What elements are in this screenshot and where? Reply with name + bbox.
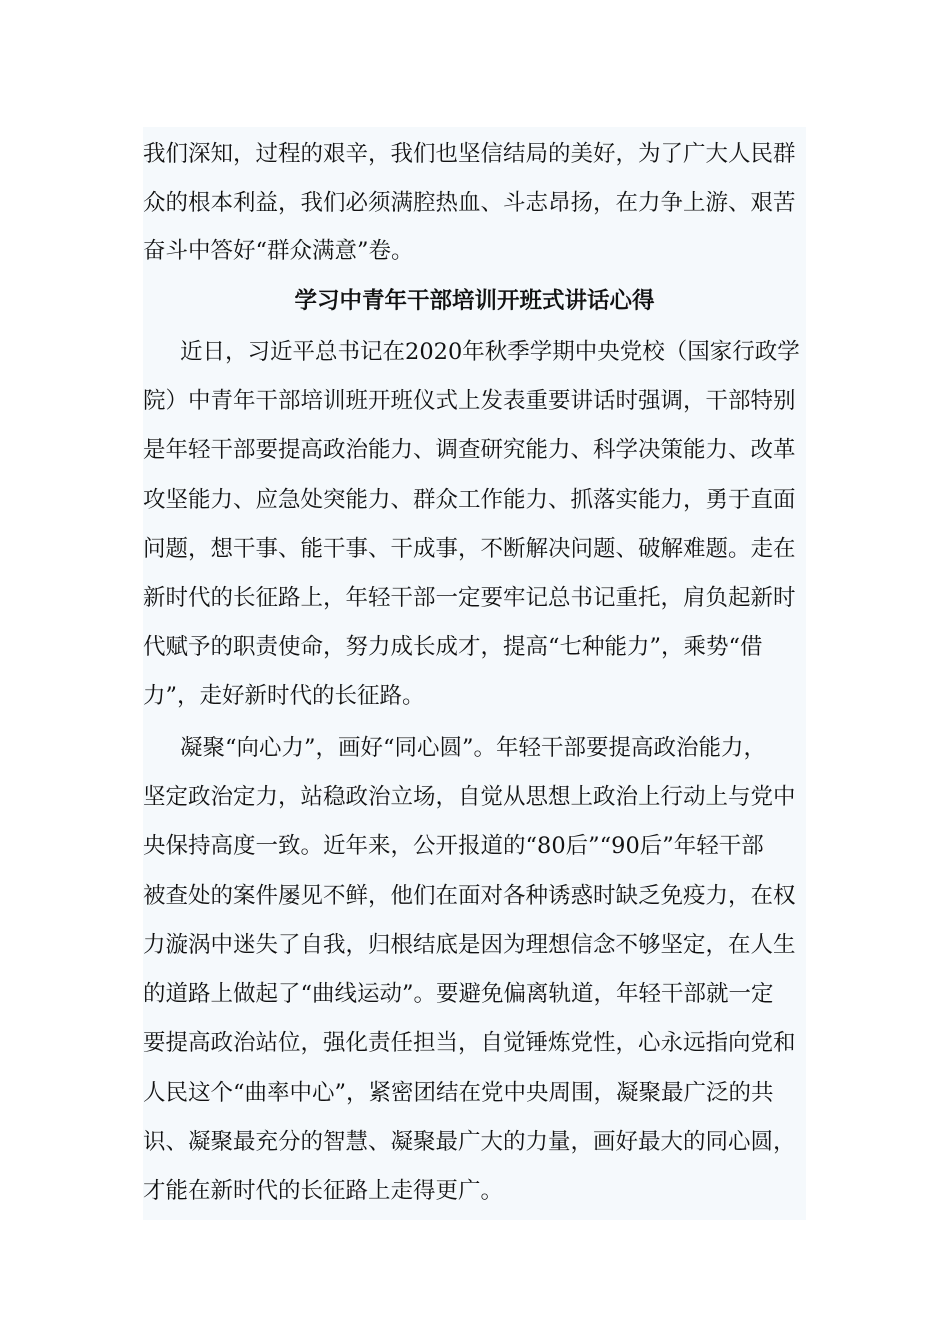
- paragraph-line: 识、凝聚最充分的智慧、凝聚最广大的力量，画好最大的同心圆，: [143, 1129, 796, 1155]
- paragraph-line: 代赋予的职责使命，努力成长成才，提高“七种能力”，乘势“借: [143, 634, 763, 660]
- paragraph-line: 要提高政治站位，强化责任担当，自觉锤炼党性，心永远指向党和: [143, 1030, 796, 1056]
- paragraph-line: 力”，走好新时代的长征路。: [143, 683, 425, 709]
- paragraph-line: 才能在新时代的长征路上走得更广。: [143, 1178, 504, 1204]
- intro-line: 众的根本利益，我们必须满腔热血、斗志昂扬，在力争上游、艰苦: [143, 190, 796, 216]
- paragraph-line: 院）中青年干部培训班开班仪式上发表重要讲话时强调，干部特别: [143, 388, 796, 414]
- paragraph-line: 被查处的案件屡见不鲜，他们在面对各种诱惑时缺乏免疫力，在权: [143, 883, 796, 909]
- paragraph-line: 近日，习近平总书记在2020年秋季学期中央党校（国家行政学: [180, 339, 800, 365]
- paragraph-line: 力漩涡中迷失了自我，归根结底是因为理想信念不够坚定，在人生: [143, 932, 796, 958]
- paragraph-line: 央保持高度一致。近年来，公开报道的“80后”“90后”年轻干部: [143, 833, 764, 859]
- paragraph-line: 是年轻干部要提高政治能力、调查研究能力、科学决策能力、改革: [143, 437, 796, 463]
- paragraph-line: 新时代的长征路上，年轻干部一定要牢记总书记重托，肩负起新时: [143, 585, 796, 611]
- paragraph-line: 坚定政治定力，站稳政治立场，自觉从思想上政治上行动上与党中: [143, 784, 796, 810]
- paragraph-line: 的道路上做起了“曲线运动”。要避免偏离轨道，年轻干部就一定: [143, 981, 774, 1007]
- paragraph-line: 凝聚“向心力”，画好“同心圆”。年轻干部要提高政治能力，: [180, 735, 767, 761]
- paragraph-line: 人民这个“曲率中心”，紧密团结在党中央周围，凝聚最广泛的共: [143, 1080, 774, 1106]
- paragraph-line: 问题，想干事、能干事、干成事，不断解决问题、破解难题。走在: [143, 536, 796, 562]
- paragraph-line: 攻坚能力、应急处突能力、群众工作能力、抓落实能力，勇于直面: [143, 487, 796, 513]
- intro-line: 我们深知，过程的艰辛，我们也坚信结局的美好，为了广大人民群: [143, 141, 796, 167]
- article-text-block: [143, 127, 806, 1220]
- article-title: 学习中青年干部培训开班式讲话心得: [294, 288, 655, 314]
- intro-line: 奋斗中答好“群众满意”卷。: [143, 238, 414, 264]
